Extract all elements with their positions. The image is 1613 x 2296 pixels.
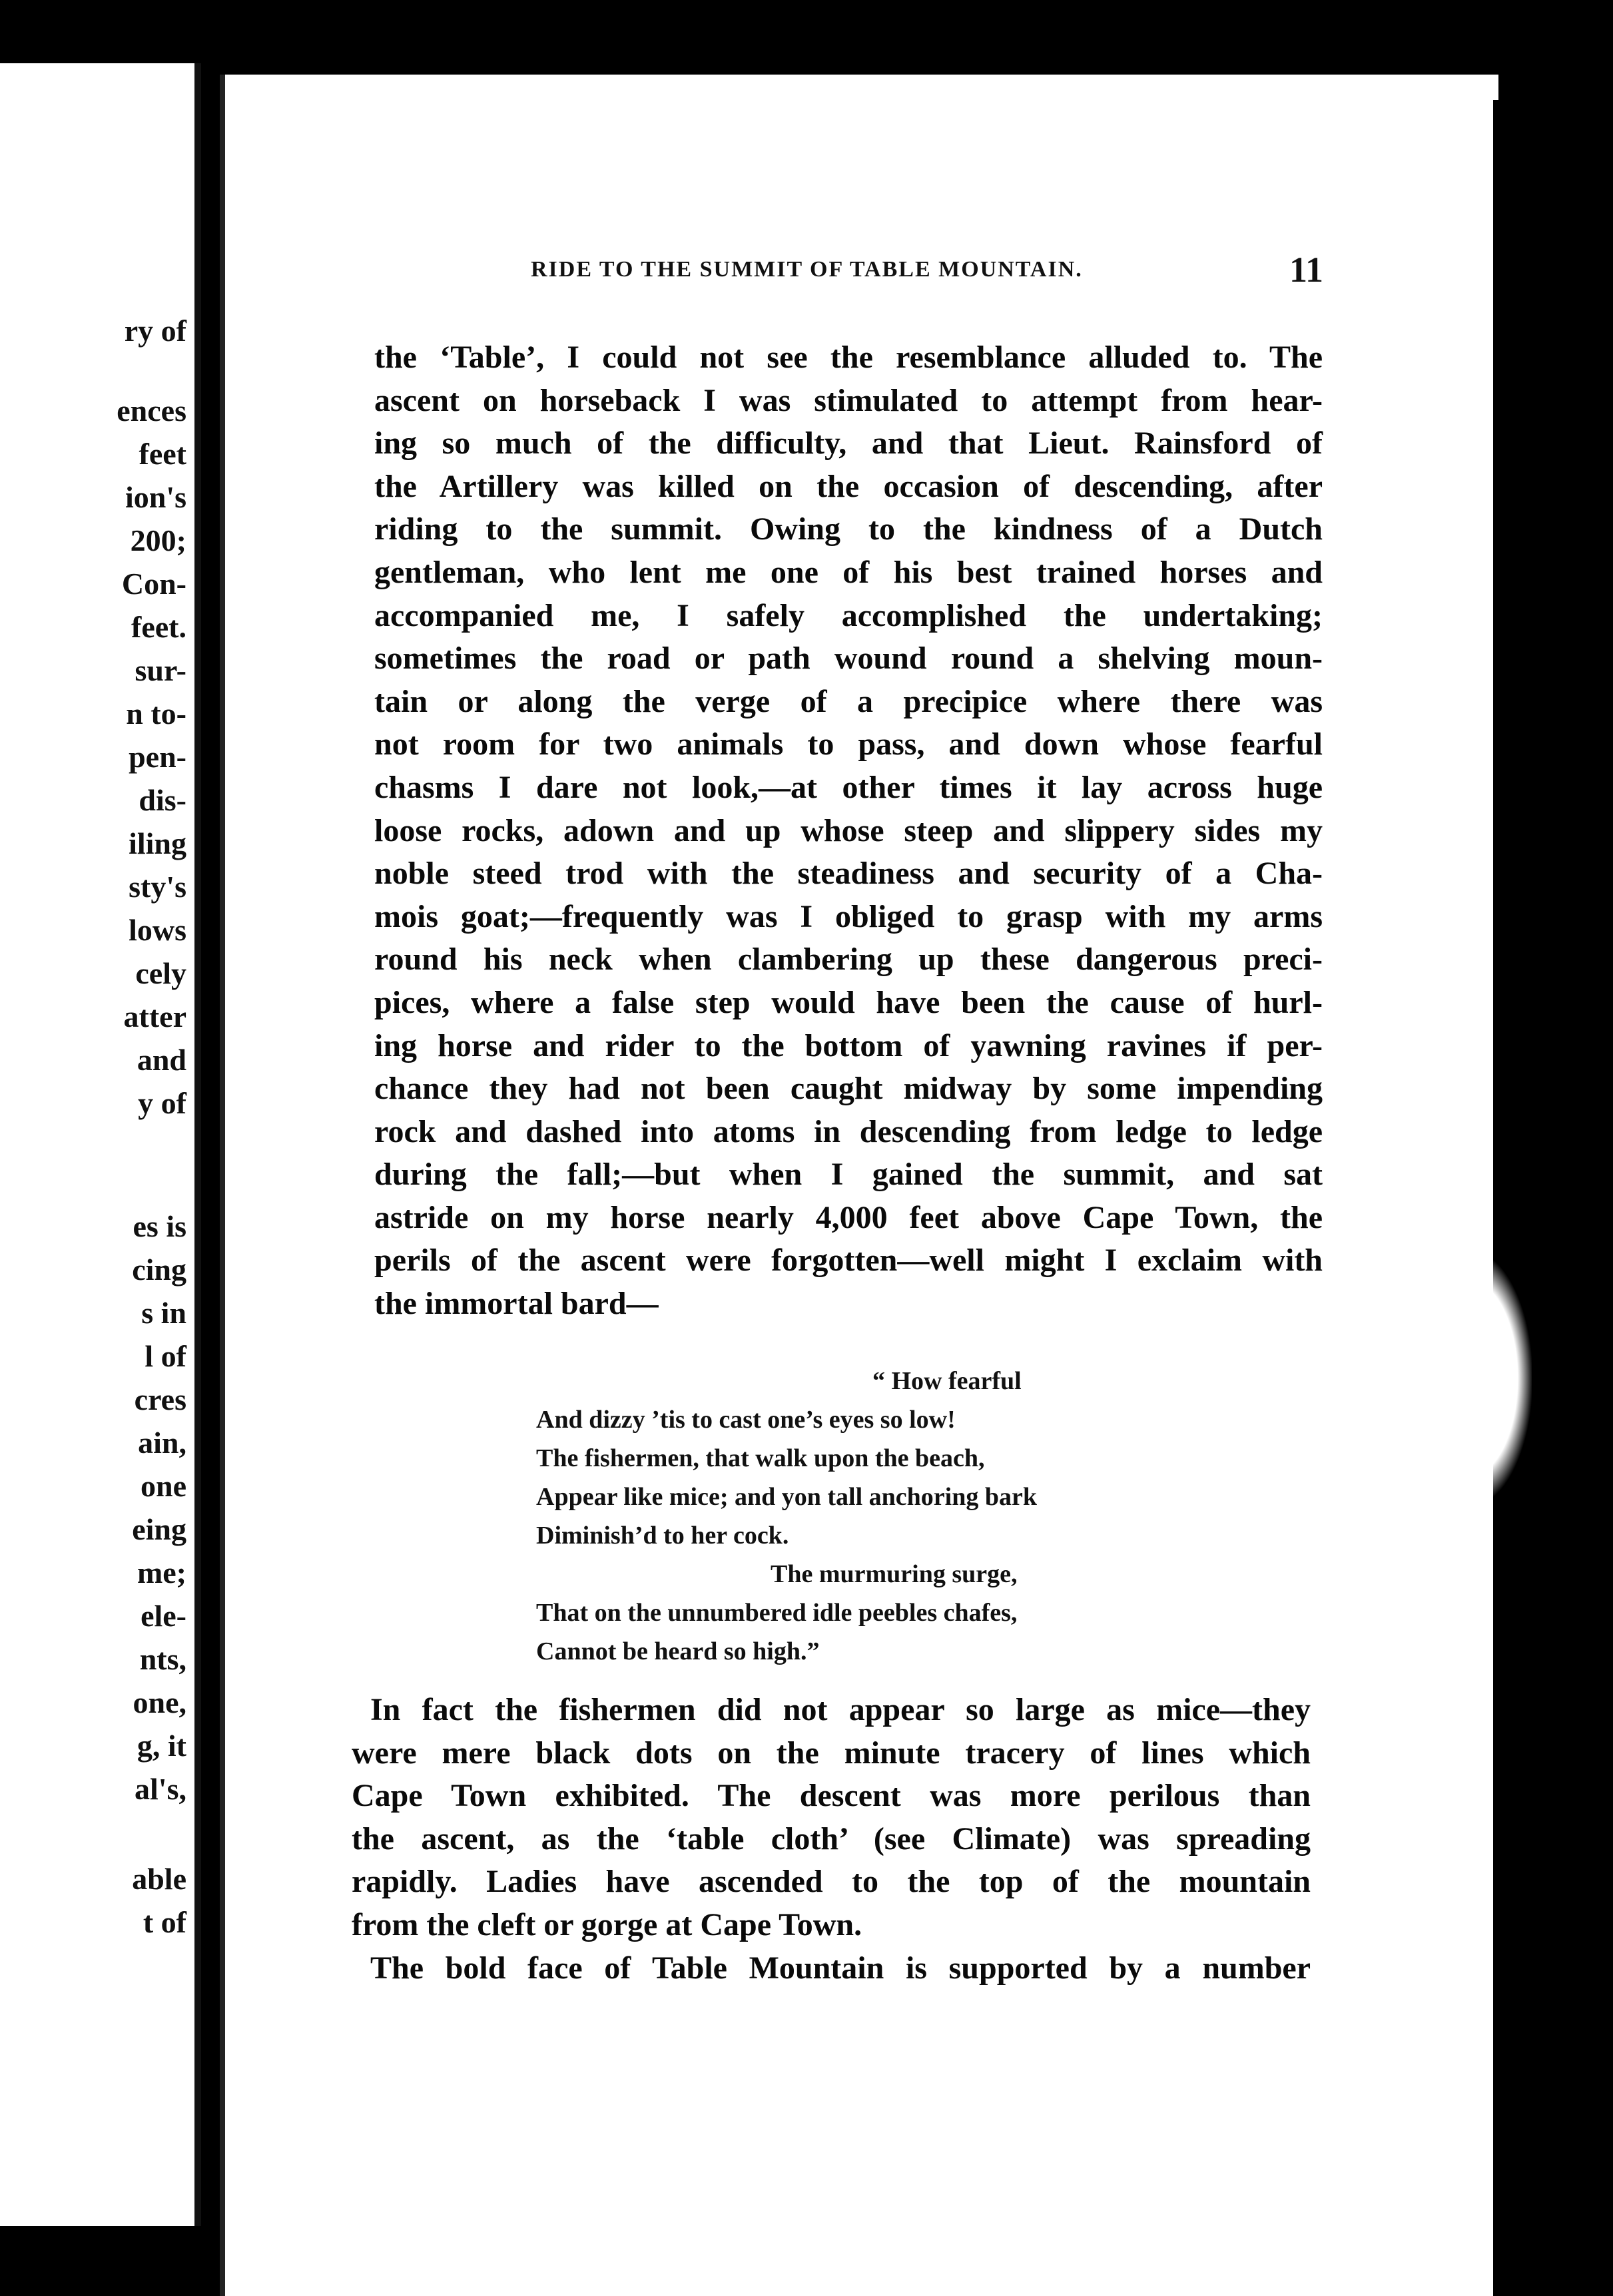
text-line: tain or along the verge of a precipice where there was xyxy=(374,683,1323,719)
text-line: Cape Town exhibited. The descent was more perilous than xyxy=(352,1778,1311,1814)
text-line: ing so much of the difficulty, and that Lieut. Rainsford of xyxy=(374,426,1323,461)
text-line: rock and dashed into atoms in descending from ledge to ledge xyxy=(374,1113,1323,1149)
scan-border xyxy=(1493,100,1613,2296)
left-fragment: y of xyxy=(138,1086,186,1120)
left-fragment: 200; xyxy=(130,523,186,557)
running-head: RIDE TO THE SUMMIT OF TABLE MOUNTAIN. xyxy=(531,257,1083,282)
left-fragment: g, it xyxy=(137,1729,186,1763)
left-fragment: nts, xyxy=(139,1642,186,1676)
left-fragment: ry of xyxy=(124,314,186,348)
verse-line: “ How fearful xyxy=(872,1367,1022,1395)
text-line: not room for two animals to pass, and down whose fearful xyxy=(374,726,1323,762)
left-fragment: t of xyxy=(143,1905,186,1939)
text-line: noble steed trod with the steadiness and security of a Cha- xyxy=(374,856,1323,892)
left-fragment: ences xyxy=(117,394,186,428)
left-fragment: cely xyxy=(135,956,186,990)
text-line: during the fall;—but when I gained the summit, and sat xyxy=(374,1157,1323,1193)
left-fragment: al's, xyxy=(135,1772,186,1806)
text-line: mois goat;—frequently was I obliged to grasp with my arms xyxy=(374,898,1323,934)
text-line: astride on my horse nearly 4,000 feet above Cape Town, the xyxy=(374,1199,1323,1235)
left-fragment: lows xyxy=(129,913,186,947)
previous-page-fragment xyxy=(0,63,201,2226)
left-fragment: iling xyxy=(129,826,186,860)
left-fragment: atter xyxy=(123,1000,186,1033)
page-number: 11 xyxy=(1289,250,1324,290)
left-fragment: feet xyxy=(139,437,186,471)
left-fragment: ain, xyxy=(138,1426,186,1460)
left-fragment: sur- xyxy=(135,653,186,687)
text-line: rapidly. Ladies have ascended to the top of the mountain xyxy=(352,1864,1311,1900)
left-fragment: dis- xyxy=(139,783,186,817)
left-fragment: es is xyxy=(133,1209,186,1243)
verse-line: The fishermen, that walk upon the beach, xyxy=(536,1444,985,1472)
text-line: round his neck when clambering up these dangerous preci- xyxy=(374,942,1323,978)
left-fragment: me; xyxy=(137,1556,186,1589)
text-line: gentleman, who lent me one of his best trained horses and xyxy=(374,554,1323,590)
text-line: The bold face of Table Mountain is supported by a number xyxy=(370,1950,1311,1986)
verse-line: That on the unnumbered idle peebles chafes, xyxy=(536,1599,1018,1627)
text-line: chasms I dare not look,—at other times it lay across huge xyxy=(374,769,1323,805)
text-line: loose rocks, adown and up whose steep and slippery sides my xyxy=(374,812,1323,848)
paper-stain xyxy=(1405,1252,1532,1505)
text-line: ascent on horseback I was stimulated to attempt from hear- xyxy=(374,382,1323,418)
text-line: riding to the summit. Owing to the kindness of a Dutch xyxy=(374,511,1323,547)
left-fragment: one, xyxy=(133,1685,186,1719)
paragraph-continued xyxy=(352,1688,1311,1989)
verse-line: Appear like mice; and yon tall anchoring bark xyxy=(536,1483,1037,1511)
text-line: the immortal bard— xyxy=(374,1286,659,1322)
text-line: accompanied me, I safely accomplished the undertaking; xyxy=(374,597,1323,633)
text-line: pices, where a false step would have been the cause of hurl- xyxy=(374,984,1323,1020)
left-fragment: able xyxy=(132,1862,186,1896)
text-line: the ‘Table’, I could not see the resemblance alluded to. The xyxy=(374,340,1323,375)
text-line: ing horse and rider to the bottom of yawning ravines if per- xyxy=(374,1027,1323,1063)
text-line: the ascent, as the ‘table cloth’ (see Climate) was spreading xyxy=(352,1821,1311,1857)
left-fragment: ion's xyxy=(125,480,186,514)
verse-line: The murmuring surge, xyxy=(771,1560,1018,1588)
text-line: were mere black dots on the minute tracery of lines which xyxy=(352,1735,1311,1771)
text-line: sometimes the road or path wound round a shelving moun- xyxy=(374,641,1323,677)
verse-line: Cannot be heard so high.” xyxy=(536,1637,820,1665)
verse-line: And dizzy ’tis to cast one’s eyes so low! xyxy=(536,1406,956,1434)
left-fragment: Con- xyxy=(121,567,186,601)
left-fragment: s in xyxy=(141,1296,186,1330)
paragraph-main xyxy=(374,336,1323,1326)
left-fragment: pen- xyxy=(129,740,186,774)
verse-line: Diminish’d to her cock. xyxy=(536,1522,789,1550)
text-line: from the cleft or gorge at Cape Town. xyxy=(352,1906,862,1942)
text-line: the Artillery was killed on the occasion of descending, after xyxy=(374,468,1323,504)
left-fragment: one xyxy=(141,1469,186,1503)
text-line: chance they had not been caught midway by some impending xyxy=(374,1071,1323,1107)
text-line: perils of the ascent were forgotten—well might I exclaim with xyxy=(374,1243,1323,1279)
left-fragment: and xyxy=(137,1043,186,1077)
left-fragment: ele- xyxy=(141,1599,186,1633)
left-fragment: cing xyxy=(132,1253,186,1287)
text-line: In fact the fishermen did not appear so large as mice—they xyxy=(370,1692,1311,1727)
left-fragment: sty's xyxy=(129,870,186,904)
left-fragment: eing xyxy=(132,1512,186,1546)
left-fragment: feet. xyxy=(131,610,186,644)
left-fragment: cres xyxy=(134,1382,186,1416)
verse-quotation xyxy=(536,1362,1202,1671)
left-fragment: l of xyxy=(145,1339,186,1373)
left-fragment: n to- xyxy=(126,697,186,730)
